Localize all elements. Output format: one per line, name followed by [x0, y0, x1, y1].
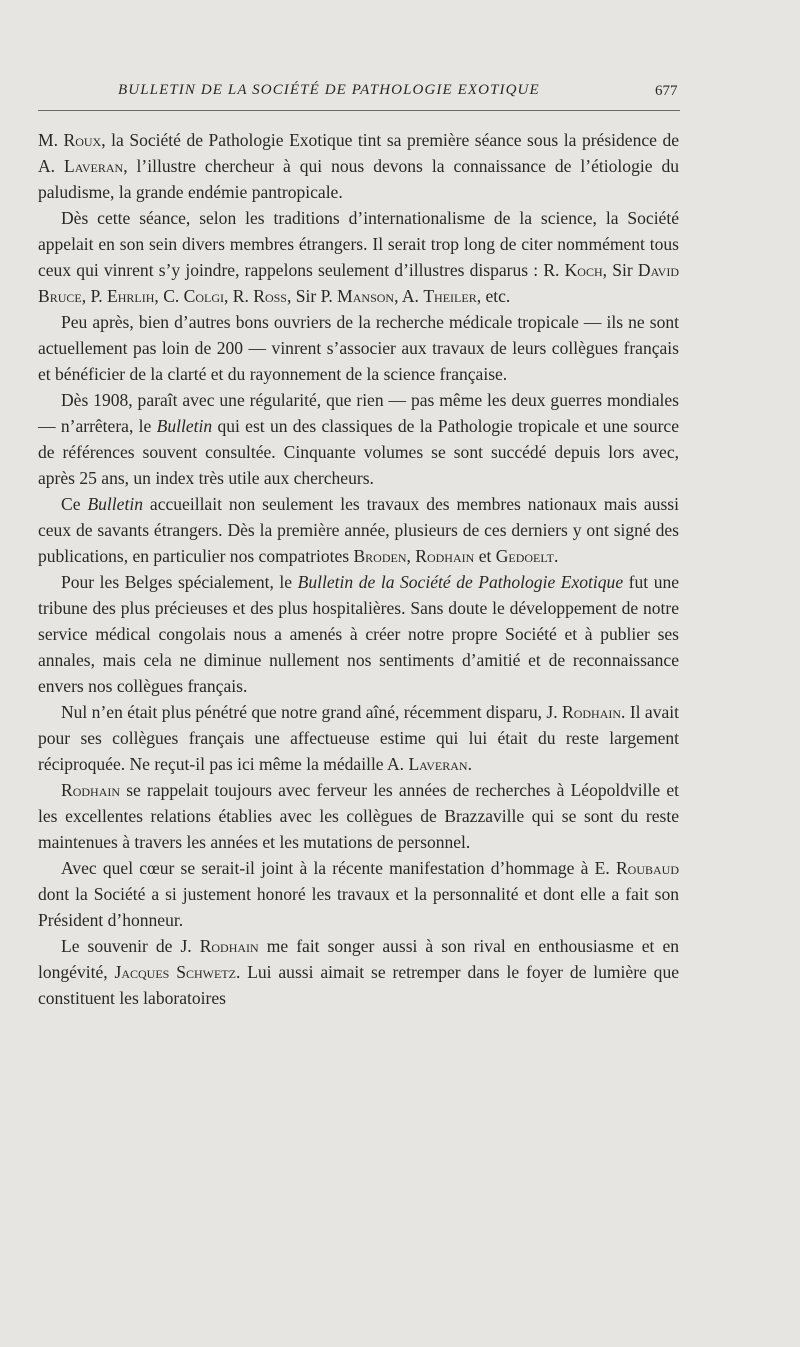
paragraph-text-segment: Koch	[564, 260, 603, 280]
paragraph-text-segment: se rappelait toujours avec ferveur les années de recherches à Léopoldville et les excellentes relations établies avec les collègues de Brazzaville qui se sont du reste maintenues à travers les années et les mutations de personnel.	[38, 780, 679, 852]
paragraph-text-segment: Bulletin	[156, 416, 213, 436]
paragraph-text-segment: , P.	[81, 286, 108, 306]
paragraph-7	[38, 699, 679, 777]
paragraph-text-segment: .	[553, 546, 559, 566]
paragraph-text-segment: Rodhain	[415, 546, 475, 566]
paragraph-6	[38, 569, 679, 699]
paragraph-text-segment: Avec quel cœur se serait-il joint à la récente manifestation d’hommage à E.	[61, 858, 616, 878]
paragraph-text-segment: Broden	[353, 546, 407, 566]
paragraph-text-segment: , A.	[394, 286, 424, 306]
page-number: 677	[655, 83, 678, 99]
paragraph-text-segment: Roubaud	[615, 858, 679, 878]
paragraph-text-segment: Bulletin de la Société de Pathologie Exotique	[297, 572, 624, 592]
paragraph-text-segment: . Lui aussi aimait se retremper dans le foyer de lumière que constituent les laboratoires	[38, 962, 679, 1008]
running-header	[38, 76, 680, 111]
paragraph-text-segment: Theiler	[423, 286, 477, 306]
paragraph-text-segment: me fait songer aussi à son rival en enthousiasme et en longévité,	[38, 936, 679, 982]
paragraph-text-segment: Ehrlih	[107, 286, 155, 306]
paragraph-text-segment: qui est un des classiques de la Pathologie tropicale et une source de références souvent consultée. Cinquante volumes se sont succédé depuis lors avec, après 25 ans, un index très utile aux chercheurs.	[38, 416, 679, 488]
paragraph-text-segment: , etc.	[476, 286, 511, 306]
paragraph-text-segment: .	[467, 754, 472, 774]
paragraph-text-segment: Colgi	[183, 286, 225, 306]
paragraph-text-segment: Rodhain	[562, 702, 622, 722]
paragraph-text-segment: Laveran	[408, 754, 468, 774]
article-body	[38, 127, 679, 1011]
paragraph-text-segment: Roux	[63, 130, 102, 150]
paragraph-10	[38, 933, 679, 1011]
paragraph-text-segment: Le souvenir de J.	[61, 936, 200, 956]
paragraph-text-segment: Rodhain	[199, 936, 259, 956]
paragraph-8	[38, 777, 679, 855]
paragraph-4	[38, 387, 679, 491]
paragraph-1	[38, 127, 679, 205]
paragraph-text-segment: M.	[38, 130, 64, 150]
paragraph-text-segment: Manson	[337, 286, 395, 306]
paragraph-text-segment: Gedoelt	[495, 546, 554, 566]
paragraph-text-segment: ,	[406, 546, 416, 566]
paragraph-text-segment: , Sir	[602, 260, 638, 280]
paragraph-3	[38, 309, 679, 387]
paragraph-text-segment: , la Société de Pathologie Exotique tint sa première séance sous la présidence de A.	[38, 130, 679, 176]
paragraph-text-segment: Ce	[61, 494, 88, 514]
paragraph-text-segment: Nul n’en était plus pénétré que notre grand aîné, récemment disparu, J.	[61, 702, 563, 722]
paragraph-5	[38, 491, 679, 569]
running-title: BULLETIN DE LA SOCIÉTÉ DE PATHOLOGIE EXOTIQUE	[118, 82, 540, 98]
paragraph-text-segment: accueillait non seulement les travaux des membres nationaux mais aussi ceux de savants étrangers. Dès la première année, plusieurs de ces derniers y ont signé des publications, en particulier nos compatriotes	[38, 494, 679, 566]
paragraph-text-segment: et	[474, 546, 496, 566]
paragraph-text-segment: fut une tribune des plus précieuses et des plus hospitalières. Sans doute le développement de notre service médical congolais nous a amenés à créer notre propre Société et à publier ses annales, mais cela ne diminue nullement nos sentiments d’amitié et de reconnaissance envers nos collègues français.	[38, 572, 680, 696]
paragraph-text-segment: David Bruce	[38, 260, 680, 306]
paragraph-text-segment: , R.	[224, 286, 254, 306]
paragraph-text-segment: , C.	[154, 286, 184, 306]
paragraph-text-segment: Laveran	[64, 156, 124, 176]
paragraph-text-segment: Ross	[253, 286, 287, 306]
paragraph-text-segment: , Sir P.	[286, 286, 338, 306]
paragraph-text-segment: Rodhain	[61, 780, 121, 800]
paragraph-text-segment: Peu après, bien d’autres bons ouvriers de la recherche médicale tropicale — ils ne sont actuellement pas loin de 200 — vinrent s’associer aux travaux de leurs collègues français et bénéficier de la clarté et du rayonnement de la science française.	[38, 312, 679, 384]
paragraph-text-segment: Dès cette séance, selon les traditions d’internationalisme de la science, la Société appelait en son sein divers membres étrangers. Il serait trop long de citer nommément tous ceux qui vinrent s’y joindre, rappelons seulement d’illustres disparus : R.	[38, 208, 679, 280]
paragraph-text-segment: Dès 1908, paraît avec une régularité, que rien — pas même les deux guerres mondiales — n’arrêtera, le	[38, 390, 679, 436]
paragraph-text-segment: . Il avait pour ses collègues français une affectueuse estime qui lui était du reste largement réciproquée. Ne reçut-il pas ici même la médaille A.	[38, 702, 679, 774]
paragraph-text-segment: dont la Société a si justement honoré les travaux et la personnalité et dont elle a fait son Président d’honneur.	[38, 884, 679, 930]
paragraph-9	[38, 855, 679, 933]
paragraph-text-segment: , l’illustre chercheur à qui nous devons la connaissance de l’étiologie du paludisme, la grande endémie pantropicale.	[38, 156, 679, 202]
paragraph-text-segment: Jacques Schwetz	[114, 962, 236, 982]
paragraph-text-segment: Pour les Belges spécialement, le	[61, 572, 298, 592]
paragraph-text-segment: Bulletin	[87, 494, 143, 514]
paragraph-2	[38, 205, 679, 309]
